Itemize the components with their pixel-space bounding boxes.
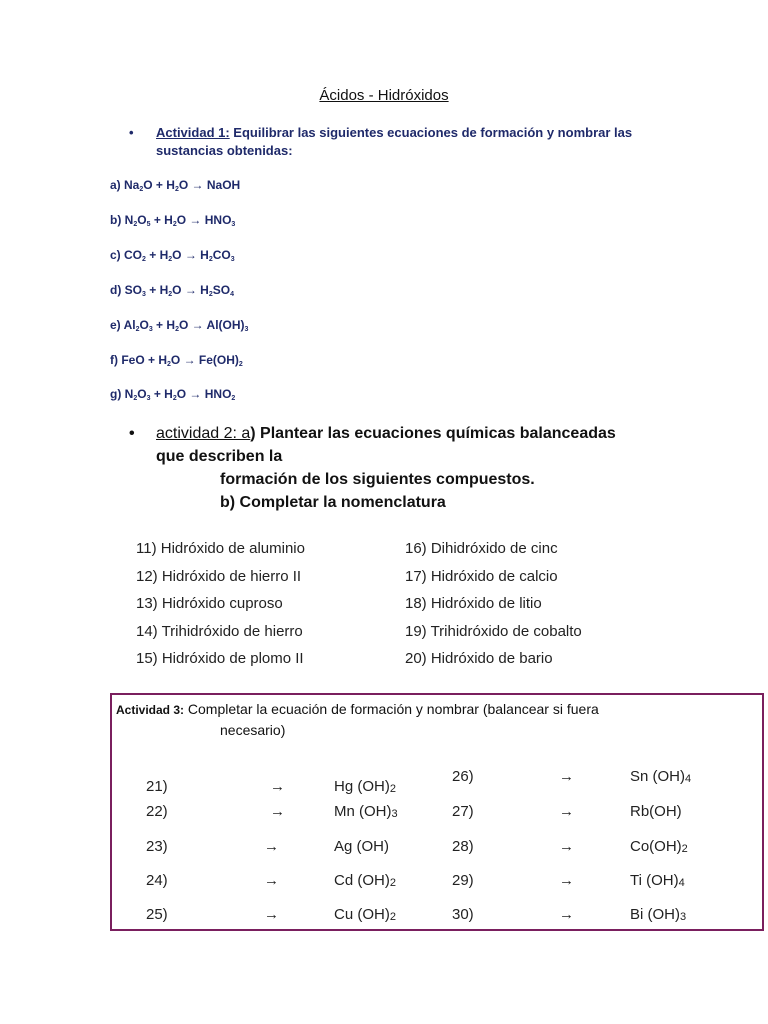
arrow-icon: → [264, 838, 279, 855]
row-number: 27) [452, 803, 474, 820]
activity-2-line1: ) Plantear las ecuaciones químicas balanceadas [250, 425, 616, 442]
equation-item: c) $CO_2 + H_2O \to H_2CO_3$ [110, 248, 235, 263]
bullet-icon: • [129, 125, 134, 140]
activity-3-instruction [116, 699, 746, 740]
formula: Ag (OH) [334, 838, 390, 855]
arrow-icon: → [559, 906, 574, 923]
row-number: 29) [452, 872, 474, 889]
arrow-icon: → [559, 838, 574, 855]
row-number: 21) [146, 778, 168, 795]
arrow-icon: → [270, 778, 285, 795]
activity-3-label: Actividad 3: [116, 703, 185, 717]
list-item: 18) Hidróxido de litio [405, 595, 542, 612]
activity-2-line2: que describen la [156, 448, 283, 465]
equation-item: e) $Al_2O_3 + H_2O \to Al(OH)_3$ [110, 318, 249, 333]
arrow-icon: → [559, 872, 574, 889]
formula: Cd $(OH)_2$ [334, 872, 396, 889]
bullet-icon: • [129, 425, 135, 442]
activity-3-text-continued: necesario) [220, 722, 286, 738]
arrow-icon: → [264, 872, 279, 889]
formula: Sn $(OH)_4$ [630, 768, 692, 785]
row-number: 23) [146, 838, 168, 855]
activity-1-instruction [130, 124, 650, 160]
formula: $Co(OH)_2$ [630, 838, 688, 855]
compound-list-right [405, 535, 582, 673]
equation-item: d) $SO_3 + H_2O \to H_2SO_4$ [110, 283, 234, 298]
row-number: 30) [452, 906, 474, 923]
formula: Cu $(OH)_2$ [334, 906, 396, 923]
list-item: 17) Hidróxido de calcio [405, 567, 558, 585]
equation-item: b) $N_2O_5 + H_2O \to HNO_3$ [110, 213, 236, 228]
list-item: 19) Trihidróxido de cobalto [405, 622, 582, 640]
row-number: 26) [452, 768, 474, 785]
equation-item: g) $N_2O_3 + H_2O \to HNO_2$ [110, 387, 236, 402]
row-number: 25) [146, 906, 168, 923]
activity-2-label: actividad 2: a [156, 425, 251, 442]
equation-item: a) $Na_2O + H_2O$ → NaOH [110, 178, 241, 193]
list-item: 12) Hidróxido de hierro II [136, 567, 302, 585]
activity-3-text: Completar la ecuación de formación y nombrar (balancear si fuera [184, 701, 599, 717]
list-item: 13) Hidróxido cuproso [136, 595, 283, 612]
arrow-icon: → [264, 906, 279, 923]
compound-list-left [136, 535, 305, 673]
formula: Hg $(OH)_2$ [334, 778, 396, 795]
page-title: Ácidos - Hidróxidos [319, 87, 449, 104]
row-number: 22) [146, 803, 168, 820]
activity-3-box [110, 693, 764, 931]
list-item: 16) Dihidróxido de cinc [405, 540, 558, 557]
activity-1-label: Actividad 1: [156, 125, 230, 140]
formula: Bi $(OH)_3$ [630, 906, 687, 923]
formula: Ti $(OH)_4$ [630, 872, 685, 889]
activity-2-instruction [130, 422, 690, 514]
equation-item: f) FeO + $H_2O \to Fe(OH)_2$ [110, 353, 243, 368]
arrow-icon: → [559, 768, 574, 785]
list-item: 11) Hidróxido de aluminio [136, 540, 305, 557]
row-number: 24) [146, 872, 168, 889]
row-number: 28) [452, 838, 474, 855]
list-item: 20) Hidróxido de bario [405, 650, 553, 667]
formula: Rb(OH) [630, 803, 682, 820]
list-item: 14) Trihidróxido de hierro [136, 622, 303, 640]
activity-1-text: Equilibrar las siguientes ecuaciones de formación y nombrar las sustancias obtenidas: [156, 125, 633, 158]
activity-2-line4: b) Completar la nomenclatura [220, 494, 446, 511]
formula: Mn $(OH)_3$ [334, 803, 398, 820]
activity-2-line3: formación de los siguientes compuestos. [220, 471, 535, 488]
arrow-icon: → [270, 803, 285, 820]
arrow-icon: → [559, 803, 574, 820]
list-item: 15) Hidróxido de plomo II [136, 650, 304, 667]
